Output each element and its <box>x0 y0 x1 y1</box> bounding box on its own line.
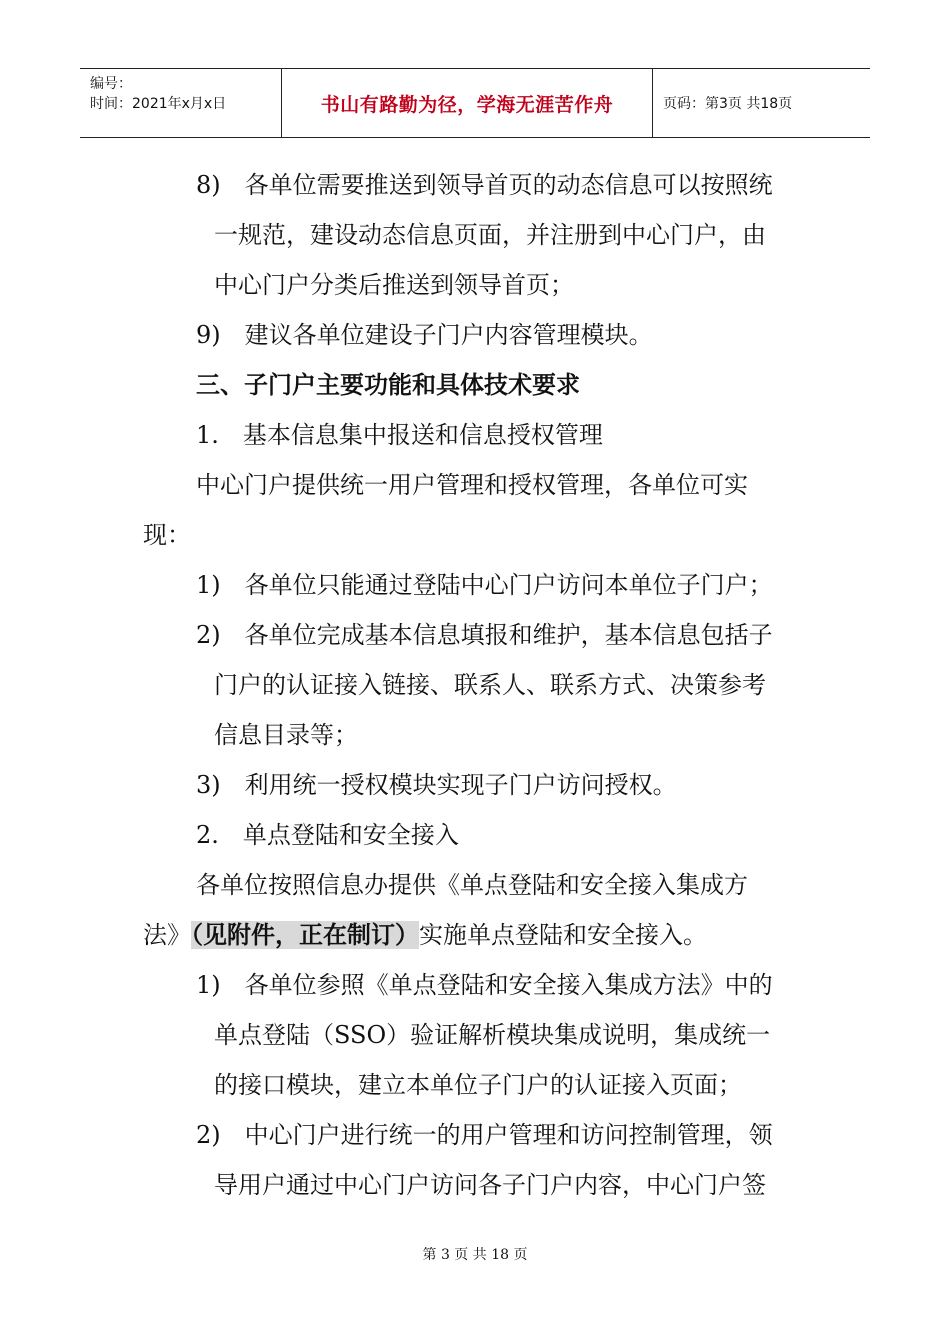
document-header <box>80 68 870 138</box>
highlighted-note: （见附件，正在制订） <box>191 921 419 949</box>
list-item-8-cont: 中心门户分类后推送到领导首页； <box>214 271 574 299</box>
list-item-1: 1) 各单位参照《单点登陆和安全接入集成方法》中的 <box>196 971 773 999</box>
header-page-info: 页码：第3页 共18页 <box>663 96 793 112</box>
section-heading: 三、子门户主要功能和具体技术要求 <box>196 371 580 399</box>
list-item-2-cont: 门户的认证接入链接、联系人、联系方式、决策参考 <box>214 671 766 699</box>
header-number: 编号： <box>90 76 132 92</box>
list-item-1-cont: 的接口模块，建立本单位子门户的认证接入页面； <box>214 1071 742 1099</box>
list-item-8: 8) 各单位需要推送到领导首页的动态信息可以按照统 <box>196 171 773 199</box>
header-page-cell <box>653 69 870 137</box>
header-date: 时间：2021年x月x日 <box>90 96 227 112</box>
list-item-2-cont: 导用户通过中心门户访问各子门户内容，中心门户签 <box>214 1171 766 1199</box>
header-meta <box>80 69 281 137</box>
subsection-heading: 1. 基本信息集中报送和信息授权管理 <box>196 421 603 449</box>
list-item-8-cont: 一规范，建设动态信息页面，并注册到中心门户，由 <box>214 221 766 249</box>
list-item-1: 1) 各单位只能通过登陆中心门户访问本单位子门户； <box>196 571 773 599</box>
list-item-3: 3) 利用统一授权模块实现子门户访问授权。 <box>196 771 677 799</box>
paragraph-text: 法》 <box>143 921 191 949</box>
paragraph-line <box>143 920 707 950</box>
list-item-9: 9) 建议各单位建设子门户内容管理模块。 <box>196 321 653 349</box>
paragraph-text: 实施单点登陆和安全接入。 <box>419 921 707 949</box>
header-motto-cell <box>282 69 652 137</box>
header-motto: 书山有路勤为径，学海无涯苦作舟 <box>320 93 614 116</box>
paragraph-line: 中心门户提供统一用户管理和授权管理，各单位可实 <box>196 471 748 499</box>
paragraph-line: 现： <box>143 521 191 549</box>
list-item-2: 2) 各单位完成基本信息填报和维护，基本信息包括子 <box>196 621 773 649</box>
list-item-2: 2) 中心门户进行统一的用户管理和访问控制管理，领 <box>196 1121 773 1149</box>
paragraph-line: 各单位按照信息办提供《单点登陆和安全接入集成方 <box>196 871 748 899</box>
page-footer: 第 3 页 共 18 页 <box>422 1247 528 1263</box>
list-item-1-cont: 单点登陆（SSO）验证解析模块集成说明，集成统一 <box>214 1021 771 1049</box>
subsection-heading: 2. 单点登陆和安全接入 <box>196 821 459 849</box>
list-item-2-cont: 信息目录等； <box>214 721 358 749</box>
